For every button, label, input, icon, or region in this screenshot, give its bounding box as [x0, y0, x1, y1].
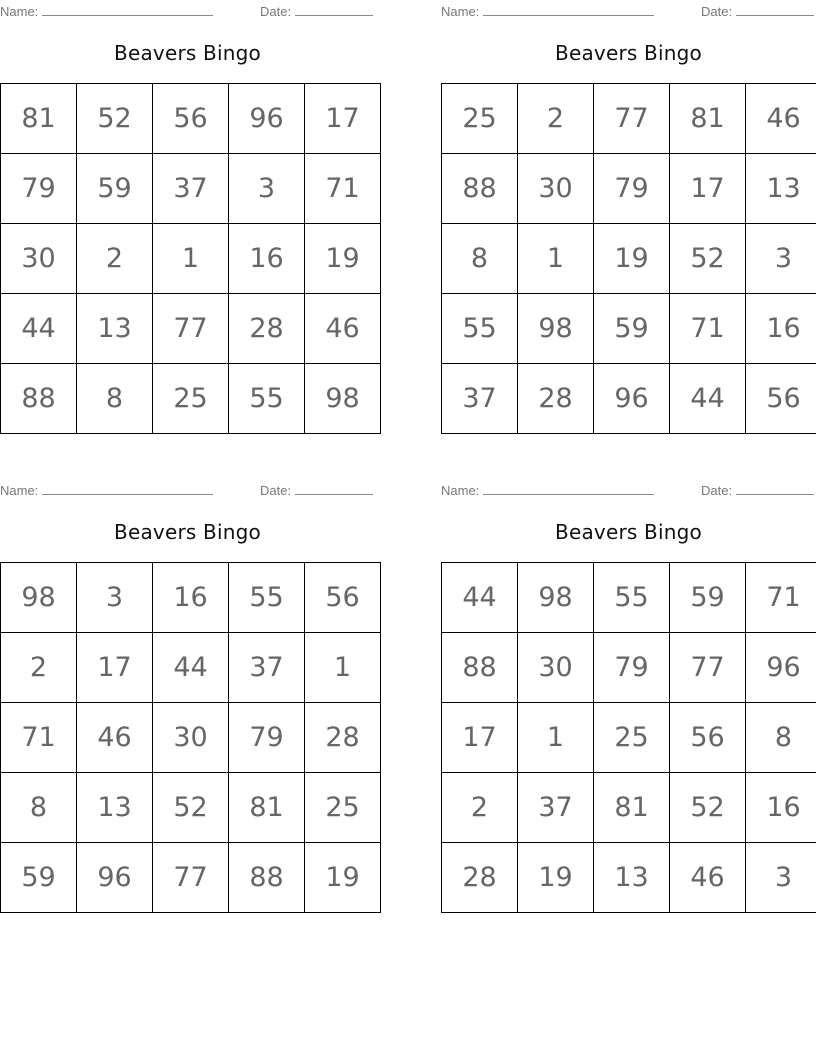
grid-cell[interactable]: 79 — [1, 154, 77, 224]
card-title: Beavers Bingo — [114, 41, 261, 65]
grid-cell[interactable]: 46 — [670, 843, 746, 913]
grid-cell[interactable]: 79 — [594, 154, 670, 224]
grid-row — [1, 224, 381, 294]
grid-cell[interactable]: 17 — [77, 633, 153, 703]
grid-cell[interactable]: 30 — [518, 633, 594, 703]
grid-cell[interactable]: 19 — [305, 843, 381, 913]
grid-cell[interactable]: 79 — [229, 703, 305, 773]
grid-row — [1, 294, 381, 364]
grid-cell[interactable]: 16 — [746, 773, 816, 843]
name-field[interactable] — [441, 481, 654, 498]
grid-cell[interactable]: 8 — [746, 703, 816, 773]
grid-cell[interactable]: 88 — [1, 364, 77, 434]
grid-cell[interactable]: 30 — [1, 224, 77, 294]
card-header — [441, 2, 816, 20]
grid-cell[interactable]: 98 — [305, 364, 381, 434]
grid-cell[interactable]: 44 — [1, 294, 77, 364]
grid-cell[interactable]: 28 — [229, 294, 305, 364]
grid-cell[interactable]: 13 — [77, 294, 153, 364]
grid-cell[interactable]: 2 — [1, 633, 77, 703]
grid-cell[interactable]: 56 — [746, 364, 816, 434]
grid-cell[interactable]: 13 — [746, 154, 816, 224]
grid-cell[interactable]: 2 — [518, 84, 594, 154]
grid-cell[interactable]: 3 — [746, 224, 816, 294]
grid-cell[interactable]: 55 — [229, 364, 305, 434]
grid-cell[interactable]: 77 — [153, 294, 229, 364]
grid-cell[interactable]: 30 — [153, 703, 229, 773]
grid-cell[interactable]: 30 — [518, 154, 594, 224]
grid-cell[interactable]: 44 — [153, 633, 229, 703]
card-title: Beavers Bingo — [114, 520, 261, 544]
name-label: Name: — [441, 4, 480, 19]
grid-row — [1, 364, 381, 434]
grid-row — [442, 154, 816, 224]
grid-cell[interactable]: 59 — [1, 843, 77, 913]
grid-cell[interactable]: 81 — [229, 773, 305, 843]
name-field[interactable] — [441, 2, 654, 19]
grid-cell[interactable]: 37 — [518, 773, 594, 843]
name-blank-line — [42, 481, 213, 495]
grid-cell[interactable]: 37 — [442, 364, 518, 434]
grid-cell[interactable]: 28 — [442, 843, 518, 913]
grid-cell[interactable]: 3 — [77, 563, 153, 633]
grid-cell[interactable]: 44 — [442, 563, 518, 633]
date-field[interactable] — [260, 481, 373, 498]
grid-cell[interactable]: 52 — [670, 224, 746, 294]
date-blank-line — [295, 2, 373, 16]
grid-cell[interactable]: 25 — [153, 364, 229, 434]
grid-cell[interactable]: 98 — [1, 563, 77, 633]
grid-cell[interactable]: 16 — [229, 224, 305, 294]
grid-cell[interactable]: 13 — [77, 773, 153, 843]
grid-row — [1, 154, 381, 224]
grid-cell[interactable]: 81 — [670, 84, 746, 154]
grid-row — [442, 563, 816, 633]
grid-cell[interactable]: 81 — [594, 773, 670, 843]
grid-cell[interactable]: 1 — [153, 224, 229, 294]
grid-cell[interactable]: 77 — [594, 84, 670, 154]
grid-cell[interactable]: 88 — [229, 843, 305, 913]
grid-cell[interactable]: 98 — [518, 294, 594, 364]
grid-cell[interactable]: 55 — [442, 294, 518, 364]
bingo-grid — [0, 83, 381, 434]
grid-cell[interactable]: 98 — [518, 563, 594, 633]
grid-row — [1, 843, 381, 913]
grid-cell[interactable]: 19 — [305, 224, 381, 294]
grid-cell[interactable]: 8 — [77, 364, 153, 434]
grid-row — [442, 364, 816, 434]
grid-cell[interactable]: 17 — [305, 84, 381, 154]
grid-row — [442, 773, 816, 843]
grid-cell[interactable]: 25 — [442, 84, 518, 154]
name-field[interactable] — [0, 2, 213, 19]
grid-cell[interactable]: 96 — [594, 364, 670, 434]
grid-cell[interactable]: 1 — [305, 633, 381, 703]
date-label: Date: — [260, 4, 292, 19]
grid-row — [442, 294, 816, 364]
grid-cell[interactable]: 55 — [594, 563, 670, 633]
bingo-grid — [441, 83, 816, 434]
grid-cell[interactable]: 19 — [594, 224, 670, 294]
grid-cell[interactable]: 13 — [594, 843, 670, 913]
name-blank-line — [483, 481, 654, 495]
grid-cell[interactable]: 28 — [518, 364, 594, 434]
date-label: Date: — [701, 483, 733, 498]
grid-row — [442, 633, 816, 703]
grid-row — [442, 703, 816, 773]
grid-cell[interactable]: 17 — [442, 703, 518, 773]
name-blank-line — [483, 2, 654, 16]
grid-cell[interactable]: 71 — [670, 294, 746, 364]
date-blank-line — [295, 481, 373, 495]
grid-cell[interactable]: 28 — [305, 703, 381, 773]
name-label: Name: — [0, 4, 39, 19]
grid-cell[interactable]: 3 — [229, 154, 305, 224]
card-title: Beavers Bingo — [555, 41, 702, 65]
grid-row — [442, 84, 816, 154]
grid-row — [442, 224, 816, 294]
grid-cell[interactable]: 71 — [746, 563, 816, 633]
grid-row — [1, 633, 381, 703]
grid-cell[interactable]: 19 — [518, 843, 594, 913]
grid-cell[interactable]: 37 — [153, 154, 229, 224]
grid-cell[interactable]: 37 — [229, 633, 305, 703]
grid-cell[interactable]: 56 — [670, 703, 746, 773]
grid-cell[interactable]: 96 — [229, 84, 305, 154]
grid-row — [1, 563, 381, 633]
grid-cell[interactable]: 46 — [77, 703, 153, 773]
grid-row — [1, 84, 381, 154]
grid-cell[interactable]: 25 — [305, 773, 381, 843]
name-blank-line — [42, 2, 213, 16]
grid-cell[interactable]: 8 — [1, 773, 77, 843]
grid-cell[interactable]: 59 — [77, 154, 153, 224]
grid-cell[interactable]: 77 — [153, 843, 229, 913]
card-header — [441, 481, 816, 499]
grid-cell[interactable]: 52 — [153, 773, 229, 843]
date-field[interactable] — [701, 2, 814, 19]
grid-cell[interactable]: 71 — [1, 703, 77, 773]
grid-cell[interactable]: 8 — [442, 224, 518, 294]
grid-cell[interactable]: 16 — [746, 294, 816, 364]
date-blank-line — [736, 481, 814, 495]
grid-cell[interactable]: 59 — [594, 294, 670, 364]
name-field[interactable] — [0, 481, 213, 498]
grid-cell[interactable]: 56 — [153, 84, 229, 154]
grid-cell[interactable]: 96 — [77, 843, 153, 913]
grid-cell[interactable]: 71 — [305, 154, 381, 224]
card-title: Beavers Bingo — [555, 520, 702, 544]
grid-cell[interactable]: 59 — [670, 563, 746, 633]
grid-cell[interactable]: 55 — [229, 563, 305, 633]
grid-cell[interactable]: 77 — [670, 633, 746, 703]
grid-cell[interactable]: 2 — [77, 224, 153, 294]
date-field[interactable] — [260, 2, 373, 19]
grid-cell[interactable]: 79 — [594, 633, 670, 703]
grid-cell[interactable]: 1 — [518, 224, 594, 294]
bingo-grid — [441, 562, 816, 913]
grid-cell[interactable]: 81 — [1, 84, 77, 154]
date-label: Date: — [260, 483, 292, 498]
grid-cell[interactable]: 44 — [670, 364, 746, 434]
grid-cell[interactable]: 46 — [305, 294, 381, 364]
grid-row — [1, 703, 381, 773]
grid-cell[interactable]: 88 — [442, 154, 518, 224]
date-label: Date: — [701, 4, 733, 19]
grid-cell[interactable]: 17 — [670, 154, 746, 224]
grid-cell[interactable]: 25 — [594, 703, 670, 773]
grid-cell[interactable]: 3 — [746, 843, 816, 913]
grid-cell[interactable]: 52 — [670, 773, 746, 843]
name-label: Name: — [0, 483, 39, 498]
grid-cell[interactable]: 2 — [442, 773, 518, 843]
date-blank-line — [736, 2, 814, 16]
date-field[interactable] — [701, 481, 814, 498]
grid-cell[interactable]: 96 — [746, 633, 816, 703]
grid-cell[interactable]: 46 — [746, 84, 816, 154]
card-header — [0, 481, 375, 499]
grid-cell[interactable]: 52 — [77, 84, 153, 154]
grid-row — [1, 773, 381, 843]
card-header — [0, 2, 375, 20]
grid-cell[interactable]: 1 — [518, 703, 594, 773]
name-label: Name: — [441, 483, 480, 498]
bingo-grid — [0, 562, 381, 913]
grid-cell[interactable]: 56 — [305, 563, 381, 633]
grid-cell[interactable]: 88 — [442, 633, 518, 703]
grid-row — [442, 843, 816, 913]
grid-cell[interactable]: 16 — [153, 563, 229, 633]
